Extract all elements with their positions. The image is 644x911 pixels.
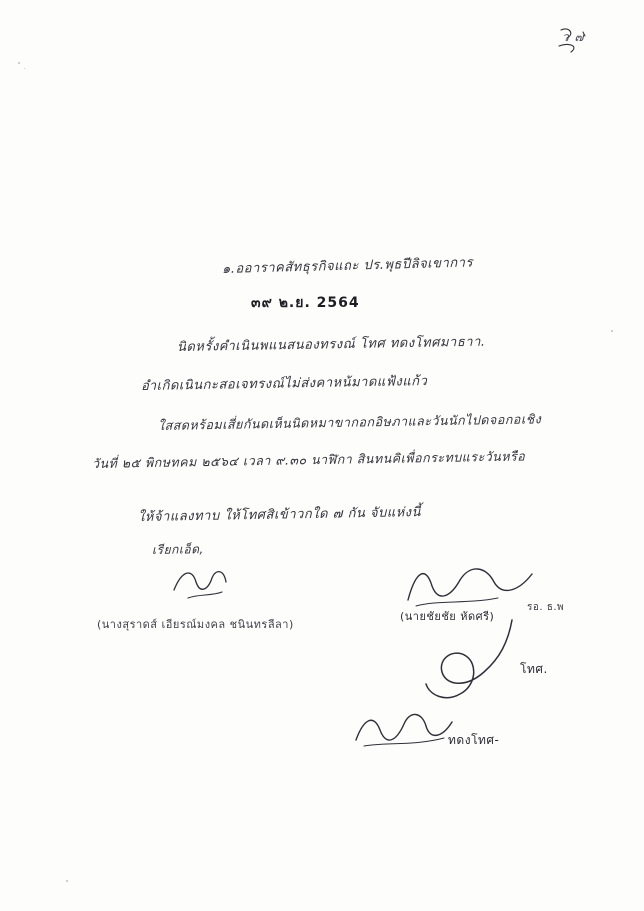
bottom-signature-stroke	[352, 700, 462, 755]
right-annotation-1: โทศ.	[520, 662, 548, 676]
memo-line-5: วันที่ ๒๕ พิกษทคม ๒๕๖๔ เวลา ๙.๓๐ นาฬิกา สินทนคิเพื่อกระทบแระวันหรือ	[91, 448, 526, 471]
memo-line-4: ใสสดหร้อมเสี่ยกันดเห็นนิดหมาขากอกอิษภาและวันนักไปดจอกอเชิง	[157, 411, 542, 433]
center-signature-name: (นายชัยชัย หัดศรี)	[400, 610, 495, 623]
memo-closing: เรียกเอ็ด,	[151, 542, 204, 557]
memo-line-1: ๑.ออาราคสัทธุรกิจแถะ ปร.พุธปีลิจเขาการ	[221, 255, 474, 277]
memo-line-6: ให้จ้าแลงทาบ ให้โทศสิเข้าวกใด ๗ กัน จับแห่งนี้	[137, 505, 422, 525]
scan-speck	[24, 68, 25, 69]
left-signature-stroke	[168, 560, 248, 606]
center-signature-annotation: รอ. ธ.พ	[527, 602, 565, 613]
left-signature-name: (นางสุราดส์ เอียรณ์มงคล ชนินทรลีลา)	[97, 618, 294, 631]
right-annotation-2: ทดงโทศ-	[448, 733, 500, 747]
memo-line-3: อำเกิดเนินกะสอเจทรงณ์ไม่ส่งคาหน้มาดแฟ้งแก้ว	[140, 374, 428, 394]
memo-line-2: นิดหรั้งคำเนินพแนสนองทรงณ์ โทศ ทดงโทศมาธาา.	[176, 334, 486, 355]
scan-speck	[611, 330, 613, 332]
scan-speck	[18, 62, 20, 64]
memo-date-stamp: ๓๙ ๒.ย. 2564	[251, 295, 360, 311]
scan-speck	[66, 880, 68, 882]
corner-mark: ว ๗	[562, 30, 585, 44]
